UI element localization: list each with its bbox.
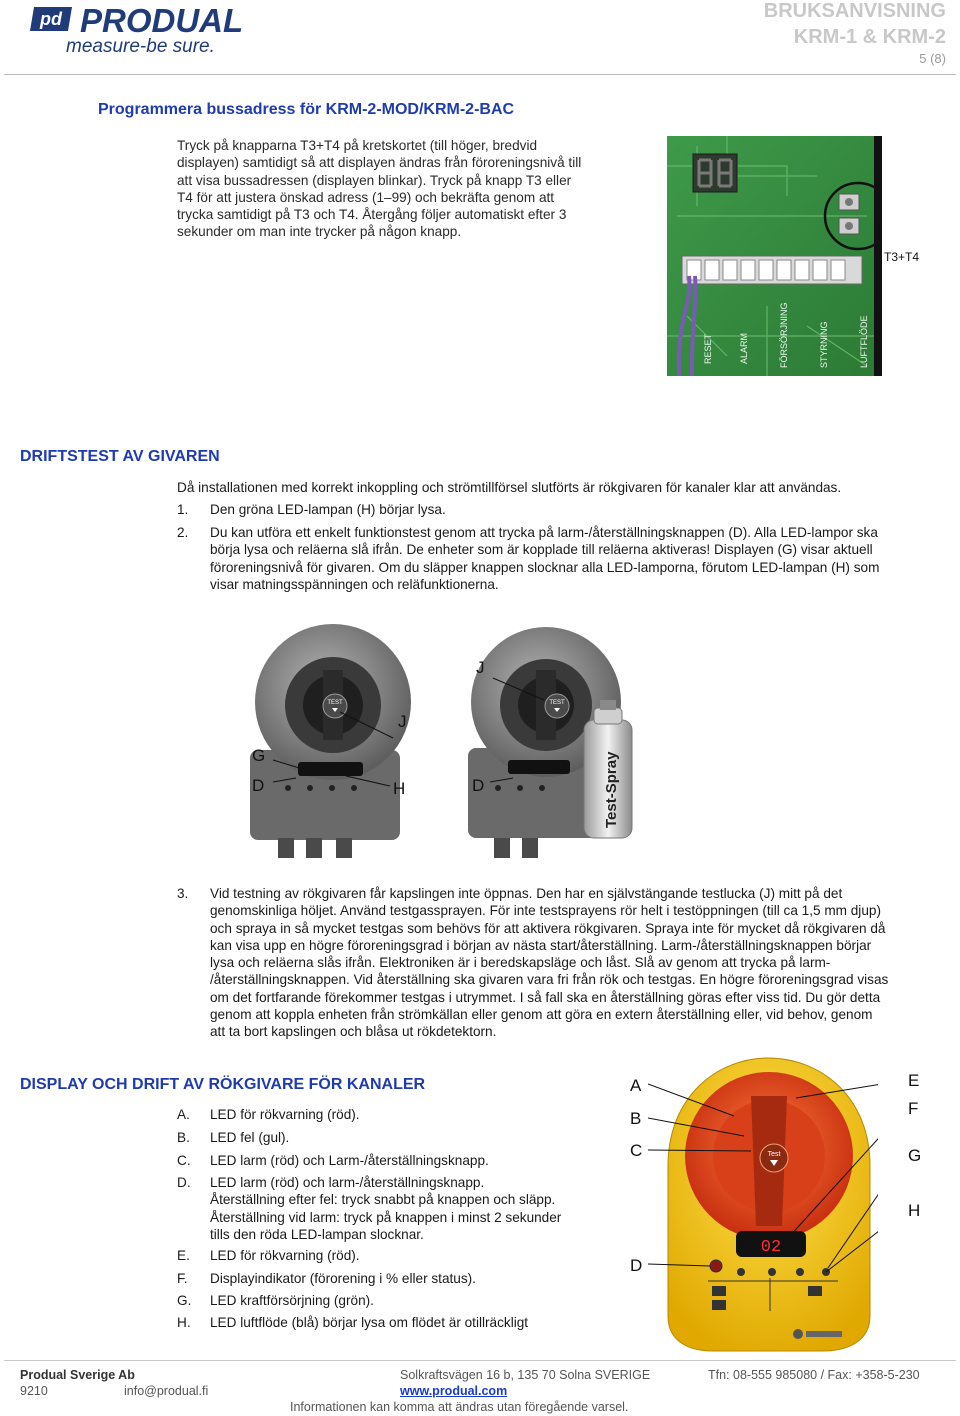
- display-readout: 02: [760, 1238, 782, 1257]
- text-line: att visa bussadressen (displayen blinkar). Tryck på knapp T3 eller: [177, 172, 572, 188]
- figure-label-c: C: [630, 1141, 643, 1160]
- text-line: tills den röda LED-lampan slocknar.: [210, 1226, 424, 1242]
- figure-label-j-right: J: [476, 658, 485, 677]
- list-text: LED kraftförsörjning (grön).: [210, 1293, 374, 1308]
- logo-mark: [30, 5, 76, 33]
- detector-display-figure: [648, 1056, 878, 1356]
- operating-test-intro: Då installationen med korrekt inkoppling och strömtillförsel slutförts är rökgivaren för kanaler klar att användas.: [177, 480, 842, 495]
- list-number: 1.: [177, 502, 189, 517]
- list-text: LED för rökvarning (röd).: [210, 1107, 360, 1122]
- text-line: trycka samtidigt på T3 och T4. Återgång följer automatiskt efter 3: [177, 207, 567, 223]
- pcb-label-reset: RESET: [703, 333, 713, 364]
- figure-label-f: F: [908, 1099, 919, 1118]
- figure-label-d: D: [252, 776, 265, 795]
- test-text: Test: [767, 1151, 781, 1158]
- text-line: om det fortfarande förekommer testgas i utrymmet. I så fall ska en återställning göras efter viss tid. Du gör detta: [210, 989, 881, 1005]
- text-line: börja lysa och reläerna slå ifrån. De enheter som är kopplade till reläerna aktiveras! Displayen (G) visar aktuell: [210, 542, 873, 558]
- text-line: genomskinliga höljet. Använd testgassprayen. För inte testsprayens rör helt i testöppningen (till ca 1,5 mm djup): [210, 903, 881, 919]
- text-line: genom att koppla enheten från strömkällan eller genom att göra en extern återställning eller, vid behov, genom: [210, 1007, 873, 1023]
- list-text: LED larm (röd) och Larm-/återställningsknapp.: [210, 1153, 489, 1168]
- figure-label-g: G: [252, 746, 266, 765]
- list-text: LED luftflöde (blå) börjar lysa om flödet är otillräckligt: [210, 1315, 529, 1330]
- list-number: 3.: [177, 886, 189, 901]
- detector-test-figure: [228, 620, 648, 870]
- text-line: kan visa upp en högre föroreningsgrad i början av nästa start/återställning. Larm-/återställningsknappen börjar: [210, 937, 872, 953]
- page-number: 5 (8): [919, 51, 946, 66]
- figure-label-d-right: D: [472, 776, 485, 795]
- figure-label-d-display: D: [630, 1256, 643, 1275]
- text-line: Vid testning av rökgivaren får kapslingen inte öppnas. Den har en självstängande testlucka (J) mitt på det: [210, 886, 843, 901]
- list-letter: D.: [177, 1175, 191, 1190]
- text-line: Återställning vid larm: tryck på knappen i minst 2 sekunder: [210, 1209, 562, 1225]
- figure-label-h: H: [393, 779, 406, 798]
- text-line: och spraya in så mycket testgas som behövs för att aktivera rökgivaren. Spraya inte för mycket då rökgivaren då: [210, 920, 886, 936]
- list-letter: A.: [177, 1107, 190, 1122]
- test-button-label-right: TEST: [549, 700, 565, 706]
- figure-label-h-display: H: [908, 1201, 921, 1220]
- circuit-board-photo: [667, 136, 882, 376]
- list-letter: H.: [177, 1315, 191, 1330]
- list-letter: E.: [177, 1248, 190, 1263]
- list-text: Den gröna LED-lampan (H) börjar lysa.: [210, 502, 446, 517]
- bus-address-text: [177, 137, 627, 241]
- list-number: 2.: [177, 525, 189, 540]
- logo-wordmark: PRODUAL: [80, 2, 244, 39]
- figure-label-j: J: [398, 712, 407, 731]
- list-text: LED för rökvarning (röd).: [210, 1248, 360, 1263]
- section-title-operating-test: DRIFTSTEST AV GIVAREN: [20, 448, 220, 465]
- footer-company: Produal Sverige Ab: [20, 1368, 135, 1382]
- list-letter: C.: [177, 1153, 191, 1168]
- list-letter: F.: [177, 1271, 188, 1286]
- pcb-label-alarm: ALARM: [739, 332, 749, 364]
- logo-tagline: measure-be sure.: [66, 36, 215, 57]
- text-line: att ta bort kapslingen och blåsa ut rökdetektorn.: [210, 1024, 497, 1040]
- figure-label-a: A: [630, 1076, 642, 1095]
- test-button-label-left: TEST: [327, 700, 343, 706]
- doc-title: BRUKSANVISNING: [763, 0, 946, 22]
- text-line: Återställning efter fel: tryck snabbt på knappen och släpp.: [210, 1192, 556, 1208]
- logo-mark-text: pd: [40, 9, 62, 29]
- list-text: Displayindikator (förorening i % eller status).: [210, 1271, 476, 1286]
- footer-address: Solkraftsvägen 16 b, 135 70 Solna SVERIGE: [400, 1368, 651, 1382]
- pcb-label-control: STYRNING: [819, 321, 829, 368]
- list-letter: G.: [177, 1293, 192, 1308]
- text-line: föroreningsnivå för givaren. Om du släpper knappen slocknar alla LED-lamporna, förutom LED-lampan (H) som: [210, 559, 880, 575]
- footer-number: 9210: [20, 1384, 48, 1398]
- footer-divider: [4, 1360, 956, 1361]
- list-letter: B.: [177, 1130, 190, 1145]
- text-line: T4 för att justera önskad adress (1–99) och bekräfta genom att: [177, 189, 555, 205]
- list-text: LED fel (gul).: [210, 1130, 290, 1145]
- header-divider: [4, 74, 956, 75]
- section-title-bus-address: Programmera bussadress för KRM-2-MOD/KRM-2-BAC: [98, 101, 515, 118]
- text-line: Tryck på knapparna T3+T4 på kretskortet (till höger, bredvid: [177, 138, 538, 153]
- t3-t4-label: T3+T4: [884, 250, 920, 264]
- text-line: displayen) samtidigt så att displayen ändras från föroreningsnivå till: [177, 155, 582, 171]
- footer-website-link[interactable]: www.produal.com: [400, 1384, 508, 1398]
- text-line: sekunder om man inte trycker på någon knapp.: [177, 224, 462, 240]
- text-line: lysa och reläerna slås ifrån. Elektroniken är i beredskapsläge och låst. Slå av genom att trycka på larm-: [210, 955, 831, 971]
- footer-phone: Tfn: 08-555 985080 / Fax: +358-5-230: [708, 1368, 920, 1382]
- doc-subtitle: KRM-1 & KRM-2: [793, 26, 946, 48]
- figure-label-e: E: [908, 1071, 920, 1090]
- spray-can-label: Test-Spray: [603, 751, 620, 828]
- figure-label-b: B: [630, 1109, 642, 1128]
- figure-label-g-display: G: [908, 1146, 922, 1165]
- text-line: Du kan utföra ett enkelt funktionstest genom att trycka på larm-/återställningsknappen (D). Alla LED-lampor ska: [210, 525, 878, 540]
- pcb-label-supply: FÖRSÖRJNING: [779, 302, 789, 368]
- text-line: /återställningsknappen. Vid återställning ska givaren vara fri från rök och testgas. En högre föroreningsgrad visas: [210, 972, 889, 988]
- pcb-label-airflow: LUFTFLÖDE: [859, 315, 869, 368]
- section-title-display: DISPLAY OCH DRIFT AV RÖKGIVARE FÖR KANALER: [20, 1076, 426, 1093]
- text-line: visar matningsspänningen och reläfunktionerna.: [210, 576, 499, 592]
- footer-email[interactable]: info@produal.fi: [124, 1384, 209, 1398]
- footer-notice: Informationen kan komma att ändras utan föregående varsel.: [290, 1400, 629, 1414]
- text-line: LED larm (röd) och larm-/återställningsknapp.: [210, 1175, 485, 1190]
